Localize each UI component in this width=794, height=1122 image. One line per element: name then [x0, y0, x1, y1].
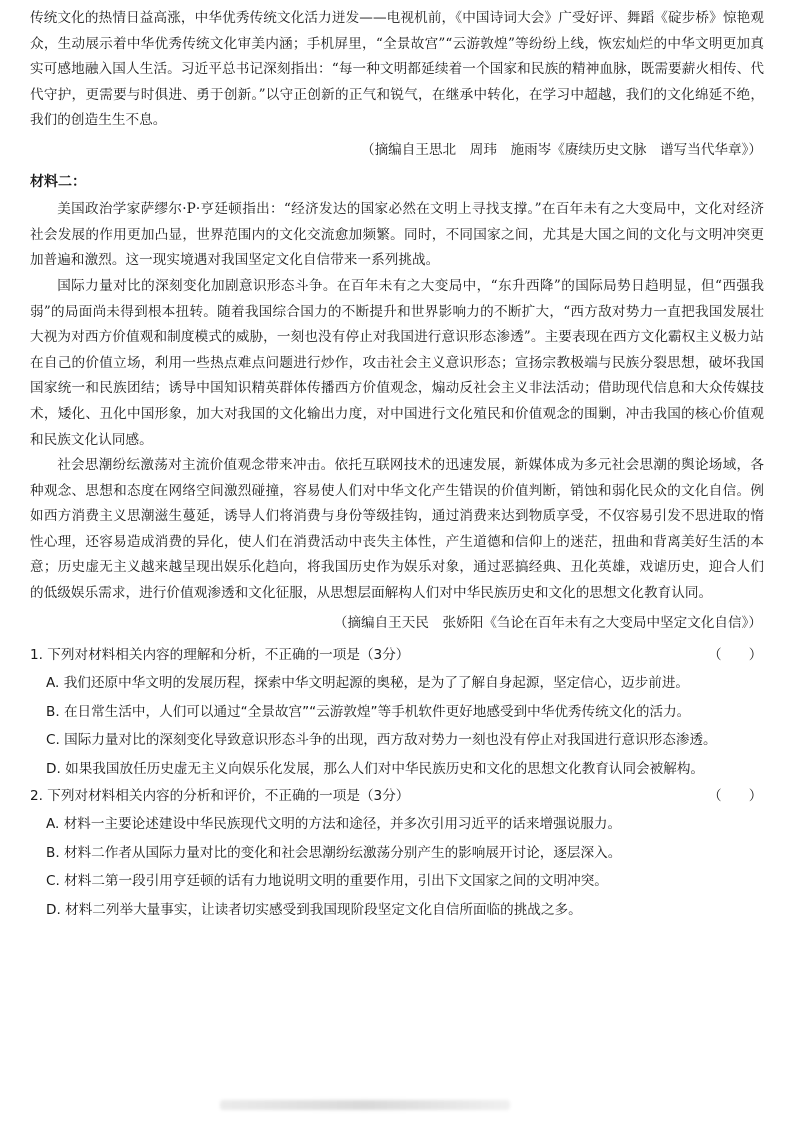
question-1-text: 1. 下列对材料相关内容的理解和分析，不正确的一项是（3分） [30, 647, 410, 664]
question-2-option-d: D. 材料二列举大量事实，让读者切实感受到我国现阶段坚定文化自信所面临的挑战之多。 [46, 901, 582, 918]
material-one-paragraph: 传统文化的热情日益高涨，中华优秀传统文化活力迸发——电视机前，《中国诗词大会》广受好评、舞蹈《碇步桥》惊艳观众，生动展示着中华优秀传统文化审美内涵；手机屏里，“全景故宫”“云游敦煌”等纷纷上线，恢宏灿烂的中华文明更加真实可感地融入国人生活。习近平总书记深刻指出：“每一种文明都延续着一个国家和民族的精神血脉，既需要薪火相传、代代守护，更需要与时俱进、勇于创新。”以守正创新的正气和锐气，在继承中转化，在学习中超越，我们的文化绵延不绝，我们的创造生生不息。 [30, 10, 764, 129]
blurred-footer [220, 1100, 510, 1110]
question-1-option-b: B. 在日常生活中，人们可以通过“全景故宫”“云游敦煌”等手机软件更好地感受到中华优秀传统文化的活力。 [46, 703, 691, 720]
question-2-stem [30, 783, 764, 810]
question-1-option-a: A. 我们还原中华文明的发展历程，探索中华文明起源的奥秘，是为了了解自身起源，坚定信心，迈步前进。 [46, 675, 690, 692]
question-2-text: 2. 下列对材料相关内容的分析和评价，不正确的一项是（3分） [30, 788, 410, 805]
question-2-option-c: C. 材料二第一段引用亨廷顿的话有力地说明文明的重要作用，引出下文国家之间的文明冲突。 [46, 873, 608, 890]
material-two-paragraph-1: 美国政治学家萨缪尔·P·亨廷顿指出：“经济发达的国家必然在文明上寻找支撑。”在百年未有之大变局中，文化对经济社会发展的作用更加凸显，世界范围内的文化交流愈加频繁。同时，不同国家之间，尤其是大国之间的文化与文明冲突更加普遍和激烈。这一现实境遇对我国坚定文化自信带来一系列挑战。 [30, 201, 764, 269]
question-2-option-a: A. 材料一主要论述建设中华民族现代文明的方法和途径，并多次引用习近平的话来增强说服力。 [46, 816, 622, 833]
question-2-answer-blank: （ ） [708, 788, 763, 805]
question-1-option-d: D. 如果我国放任历史虚无主义向娱乐化发展，那么人们对中华民族历史和文化的思想文化教育认同会被解构。 [46, 760, 705, 777]
page-content [30, 6, 764, 924]
material-two-paragraph-2: 国际力量对比的深刻变化加剧意识形态斗争。在百年未有之大变局中，“东升西降”的国际局势日趋明显，但“西强我弱”的局面尚未得到根本扭转。随着我国综合国力的不断提升和世界影响力的不断扩大，“西方敌对势力一直把我国发展壮大视为对西方价值观和制度模式的威胁，一刻也没有停止对我国进行意识形态渗透”。主要表现在西方文化霸权主义极力站在自己的价值立场，利用一些热点难点问题进行炒作，攻击社会主义意识形态；宣扬宗教极端与民族分裂思想，破坏我国国家统一和民族团结；诱导中国知识精英群体传播西方价值观念，煽动反社会主义非法活动；借助现代信息和大众传媒技术，矮化、丑化中国形象，加大对我国的文化输出力度，对中国进行文化殖民和价值观念的围剿，冲击我国的核心价值观和民族文化认同感。 [30, 277, 764, 448]
question-2-option-b: B. 材料二作者从国际力量对比的变化和社会思潮纷纭激荡分别产生的影响展开讨论，逐层深入。 [46, 844, 622, 861]
material-two-paragraph-3: 社会思潮纷纭激荡对主流价值观念带来冲击。依托互联网技术的迅速发展，新媒体成为多元社会思潮的舆论场域，各种观念、思想和态度在网络空间激烈碰撞，容易使人们对中华文化产生错误的价值判断，销蚀和弱化民众的文化自信。例如西方消费主义思潮滋生蔓延，诱导人们将消费与身份等级挂钩，通过消费来达到物质享受，不仅容易引发不思进取的惰性心理，还容易造成消费的异化，使人们在消费活动中丧失主体性，产生道德和信仰上的迷茫，扭曲和背离美好生活的本意；历史虚无主义越来越呈现出娱乐化趋向，将我国历史作为娱乐对象，通过恶搞经典、丑化英雄，戏谑历史，迎合人们的低级娱乐需求，进行价值观渗透和文化征服，从思想层面解构人们对中华民族历史和文化的思想文化教育认同。 [30, 457, 764, 602]
question-1-stem [30, 642, 764, 669]
question-1-answer-blank: （ ） [708, 647, 763, 664]
material-one-source: （摘编自王思北 周玮 施雨岑《赓续历史文脉 谱写当代华章》） [360, 141, 762, 158]
material-two-heading: 材料二： [30, 173, 86, 190]
question-1-option-c: C. 国际力量对比的深刻变化导致意识形态斗争的出现，西方敌对势力一刻也没有停止对我国进行意识形态渗透。 [46, 732, 717, 749]
material-two-source: （摘编自王天民 张娇阳《刍论在百年未有之大变局中坚定文化自信》） [333, 614, 762, 631]
